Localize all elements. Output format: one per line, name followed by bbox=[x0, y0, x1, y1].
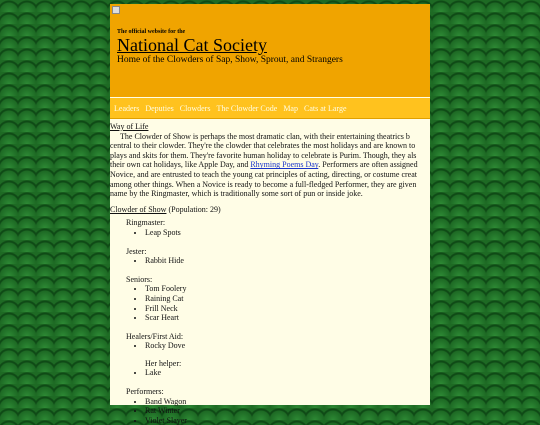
nav-cats-at-large[interactable]: Cats at Large bbox=[303, 103, 347, 113]
list-item: • Rocky Dove bbox=[145, 341, 430, 351]
clan-heading bbox=[110, 205, 430, 215]
role-seniors-label: Seniors: bbox=[126, 274, 153, 284]
list-item: • Lake bbox=[145, 368, 430, 378]
broken-image-icon bbox=[112, 6, 120, 14]
jester-list bbox=[110, 256, 430, 266]
list-item: • Raining Cat bbox=[145, 294, 430, 304]
page-container bbox=[110, 4, 430, 425]
nav-clowders[interactable]: Clowders bbox=[179, 103, 211, 113]
list-item: • Tom Foolery bbox=[145, 284, 430, 294]
clan-population: (Population: 29) bbox=[168, 204, 221, 214]
list-item: • Scar Heart bbox=[145, 313, 430, 323]
ringmaster-list bbox=[110, 228, 430, 238]
section-title: Way of Life bbox=[110, 122, 149, 131]
clan-name-link[interactable]: Clowder of Show bbox=[110, 204, 167, 214]
way-of-life-paragraph bbox=[110, 132, 440, 199]
paragraph-text: their own cat holidays, like Apple Day, and bbox=[110, 160, 251, 170]
rhyming-poems-day-link[interactable]: Rhyming Poems Day bbox=[250, 160, 319, 170]
seniors-list bbox=[110, 284, 430, 322]
nav-map[interactable]: Map bbox=[283, 103, 298, 113]
role-ringmaster-label: Ringmaster: bbox=[126, 218, 166, 228]
list-item: • Band Wagon bbox=[145, 397, 430, 407]
paragraph-line bbox=[110, 160, 440, 170]
healers-list bbox=[110, 341, 430, 351]
performers-list bbox=[110, 397, 430, 425]
paragraph-line: among other things. When a Novice is ready to become a full-fledged Performer, they are given bbox=[110, 179, 417, 189]
list-item: • Leap Spots bbox=[145, 228, 430, 238]
list-item: • Rat Winter bbox=[145, 406, 430, 416]
list-item: • Frill Neck bbox=[145, 304, 430, 314]
role-healers-label: Healers/First Aid: bbox=[126, 331, 184, 341]
paragraph-line: name by the Ringmaster, which is traditionally some sort of pun or inside joke. bbox=[110, 189, 363, 199]
nav-deputies[interactable]: Deputies bbox=[145, 103, 174, 113]
role-performers-label: Performers: bbox=[126, 387, 164, 397]
paragraph-line: plays and skits for them. They're favorite human holiday to celebrate is Purim. Though, they als bbox=[110, 150, 417, 160]
list-item: • Violet Slayer bbox=[145, 416, 430, 425]
list-item: • Rabbit Hide bbox=[145, 256, 430, 266]
helper-list bbox=[110, 368, 430, 378]
role-jester-label: Jester: bbox=[126, 246, 147, 256]
site-title[interactable]: National Cat Society bbox=[117, 35, 267, 55]
main-nav bbox=[110, 98, 430, 119]
site-subtitle: Home of the Clowders of Sap, Show, Sprout, and Strangers bbox=[117, 55, 343, 65]
site-tagline: The official website for the bbox=[117, 29, 186, 35]
paragraph-line: central to their clowder. They're the clowder that celebrates the most holidays and are known to bbox=[110, 141, 416, 151]
paragraph-line: Novice, and are entrusted to teach the young cat principles of acting, directing, or costume creat bbox=[110, 169, 417, 179]
paragraph-line: The Clowder of Show is perhaps the most dramatic clan, with their entertaining theatrics b bbox=[120, 131, 410, 141]
helper-label: Her helper: bbox=[145, 358, 182, 368]
main-content bbox=[110, 119, 430, 425]
site-header bbox=[110, 4, 430, 97]
paragraph-text: . Performers are often assigned bbox=[318, 160, 418, 170]
nav-clowder-code[interactable]: The Clowder Code bbox=[216, 103, 278, 113]
nav-leaders[interactable]: Leaders bbox=[114, 103, 140, 113]
